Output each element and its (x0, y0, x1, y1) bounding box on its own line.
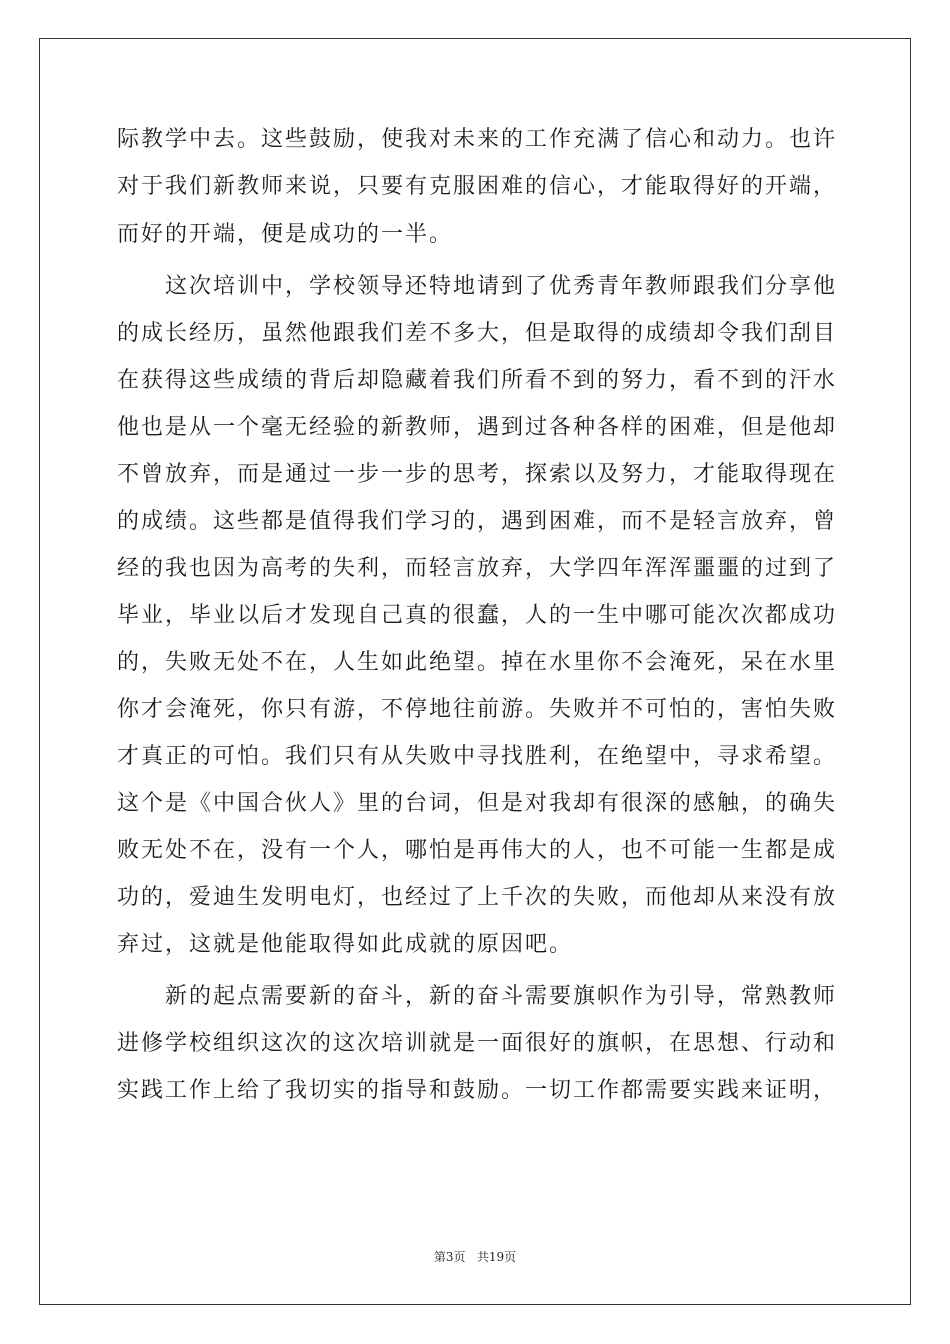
text-line: 功的，爱迪生发明电灯，也经过了上千次的失败，而他却从来没有放 (117, 885, 838, 910)
page-number: 第3页 (433, 1250, 466, 1264)
text-line: 败无处不在，没有一个人，哪怕是再伟大的人，也不可能一生都是成 (117, 838, 838, 863)
text-line: 的，失败无处不在，人生如此绝望。掉在水里你不会淹死，呆在水里 (117, 650, 838, 675)
text-line: 毕业，毕业以后才发现自己真的很蠢，人的一生中哪可能次次都成功 (117, 603, 838, 628)
text-line: 际教学中去。这些鼓励，使我对未来的工作充满了信心和动力。也许 (117, 127, 838, 152)
text-line: 这次培训中，学校领导还特地请到了优秀青年教师跟我们分享他 (117, 274, 838, 299)
text-line: 他也是从一个毫无经验的新教师，遇到过各种各样的困难，但是他却 (117, 415, 838, 440)
text-line: 的成绩。这些都是值得我们学习的，遇到困难，而不是轻言放弃，曾 (117, 509, 838, 534)
text-line: 而好的开端，便是成功的一半。 (117, 222, 454, 247)
text-line: 的成长经历，虽然他跟我们差不多大，但是取得的成绩却令我们刮目 (117, 321, 838, 346)
text-line: 这个是《中国合伙人》里的台词，但是对我却有很深的感触，的确失 (117, 791, 838, 816)
text-line: 才真正的可怕。我们只有从失败中寻找胜利，在绝望中，寻求希望。 (117, 744, 838, 769)
text-line: 对于我们新教师来说，只要有克服困难的信心，才能取得好的开端， (117, 174, 838, 199)
text-line: 新的起点需要新的奋斗，新的奋斗需要旗帜作为引导，常熟教师 (117, 984, 838, 1009)
text-line: 你才会淹死，你只有游，不停地往前游。失败并不可怕的，害怕失败 (117, 697, 838, 722)
text-line: 进修学校组织这次的这次培训就是一面很好的旗帜，在思想、行动和 (117, 1031, 838, 1056)
text-line: 在获得这些成绩的背后却隐藏着我们所看不到的努力，看不到的汗水 (117, 368, 838, 393)
text-line: 弃过，这就是他能取得如此成就的原因吧。 (117, 932, 574, 957)
page-total: 共19页 (476, 1250, 517, 1264)
page-footer (0, 1249, 950, 1265)
text-line: 实践工作上给了我切实的指导和鼓励。一切工作都需要实践来证明， (117, 1078, 838, 1103)
text-line: 经的我也因为高考的失利，而轻言放弃，大学四年浑浑噩噩的过到了 (117, 556, 838, 581)
text-line: 不曾放弃，而是通过一步一步的思考，探索以及努力，才能取得现在 (117, 462, 838, 487)
